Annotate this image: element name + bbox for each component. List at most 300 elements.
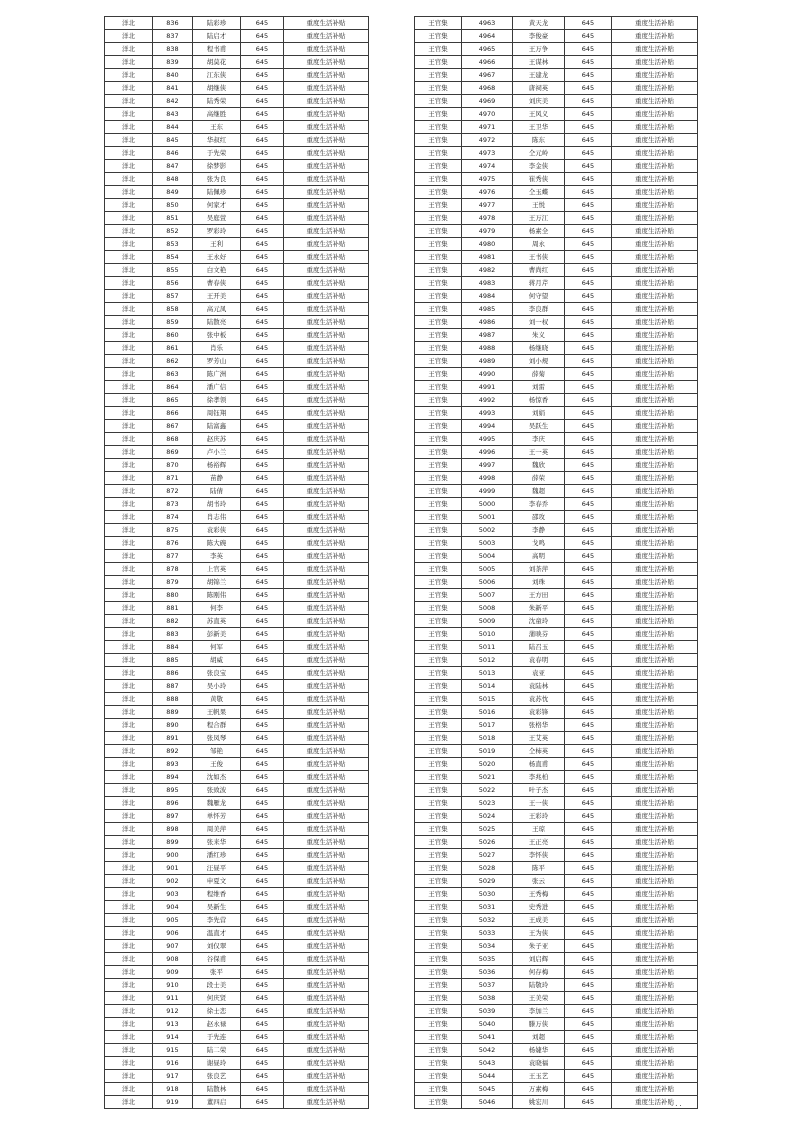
cell-no: 919 — [153, 1096, 193, 1109]
cell-name: 白文艳 — [193, 264, 241, 277]
cell-place: 洋北 — [105, 966, 153, 979]
cell-no: 5009 — [462, 615, 513, 628]
table-row — [415, 914, 698, 927]
cell-amount: 645 — [241, 511, 284, 524]
cell-name: 杨裕辉 — [193, 459, 241, 472]
cell-no: 856 — [153, 277, 193, 290]
cell-item: 重度生活补贴 — [612, 134, 698, 147]
cell-item: 重度生活补贴 — [284, 810, 369, 823]
table-row — [105, 927, 369, 940]
cell-place: 王官集 — [415, 264, 462, 277]
cell-name: 张云 — [513, 875, 565, 888]
cell-item: 重度生活补贴 — [284, 264, 369, 277]
cell-item: 重度生活补贴 — [612, 1083, 698, 1096]
cell-place: 洋北 — [105, 784, 153, 797]
cell-item: 重度生活补贴 — [284, 225, 369, 238]
table-row — [415, 654, 698, 667]
cell-amount: 645 — [565, 303, 612, 316]
cell-amount: 645 — [241, 82, 284, 95]
cell-item: 重度生活补贴 — [284, 147, 369, 160]
cell-amount: 645 — [241, 784, 284, 797]
cell-no: 5003 — [462, 537, 513, 550]
cell-name: 黄敬 — [193, 693, 241, 706]
table-row — [105, 602, 369, 615]
cell-place: 王官集 — [415, 472, 462, 485]
table-row — [415, 238, 698, 251]
cell-name: 华叔红 — [193, 134, 241, 147]
cell-amount: 645 — [565, 979, 612, 992]
cell-place: 王官集 — [415, 914, 462, 927]
table-row — [415, 459, 698, 472]
cell-amount: 645 — [241, 251, 284, 264]
cell-place: 洋北 — [105, 1096, 153, 1109]
cell-amount: 645 — [565, 225, 612, 238]
cell-amount: 645 — [565, 355, 612, 368]
cell-place: 王官集 — [415, 277, 462, 290]
cell-no: 5034 — [462, 940, 513, 953]
cell-name: 胡书玲 — [193, 498, 241, 511]
cell-place: 洋北 — [105, 836, 153, 849]
cell-place: 洋北 — [105, 368, 153, 381]
cell-amount: 645 — [565, 693, 612, 706]
cell-item: 重度生活补贴 — [612, 979, 698, 992]
cell-no: 5017 — [462, 719, 513, 732]
cell-amount: 645 — [565, 797, 612, 810]
cell-name: 袁彩锋 — [513, 706, 565, 719]
cell-no: 4971 — [462, 121, 513, 134]
cell-item: 重度生活补贴 — [612, 1018, 698, 1031]
cell-item: 重度生活补贴 — [612, 472, 698, 485]
cell-no: 881 — [153, 602, 193, 615]
cell-item: 重度生活补贴 — [284, 56, 369, 69]
cell-no: 836 — [153, 17, 193, 30]
cell-amount: 645 — [565, 251, 612, 264]
cell-no: 892 — [153, 745, 193, 758]
cell-name: 刘仅翠 — [193, 940, 241, 953]
cell-no: 852 — [153, 225, 193, 238]
cell-name: 陆佩珍 — [193, 186, 241, 199]
cell-item: 重度生活补贴 — [284, 602, 369, 615]
cell-no: 875 — [153, 524, 193, 537]
cell-item: 重度生活补贴 — [612, 940, 698, 953]
cell-no: 877 — [153, 550, 193, 563]
cell-amount: 645 — [565, 69, 612, 82]
table-row — [105, 836, 369, 849]
cell-item: 重度生活补贴 — [612, 524, 698, 537]
cell-place: 洋北 — [105, 940, 153, 953]
cell-place: 王官集 — [415, 342, 462, 355]
table-row — [105, 940, 369, 953]
cell-name: 姚宏川 — [513, 1096, 565, 1109]
cell-item: 重度生活补贴 — [612, 30, 698, 43]
cell-amount: 645 — [565, 966, 612, 979]
cell-name: 黄天龙 — [513, 17, 565, 30]
table-row — [105, 953, 369, 966]
cell-name: 蒲映芬 — [513, 628, 565, 641]
cell-place: 洋北 — [105, 576, 153, 589]
table-row — [415, 602, 698, 615]
table-row — [105, 82, 369, 95]
cell-name: 蒋月芹 — [513, 277, 565, 290]
cell-amount: 645 — [565, 316, 612, 329]
cell-item: 重度生活补贴 — [612, 355, 698, 368]
table-row — [105, 407, 369, 420]
cell-name: 魏雁龙 — [193, 797, 241, 810]
cell-name: 陆富鑫 — [193, 420, 241, 433]
cell-place: 洋北 — [105, 30, 153, 43]
cell-no: 4993 — [462, 407, 513, 420]
cell-place: 洋北 — [105, 667, 153, 680]
cell-no: 873 — [153, 498, 193, 511]
cell-place: 王官集 — [415, 693, 462, 706]
table-row — [415, 134, 698, 147]
cell-name: 袁春明 — [513, 654, 565, 667]
cell-amount: 645 — [241, 238, 284, 251]
cell-no: 5037 — [462, 979, 513, 992]
cell-no: 5028 — [462, 862, 513, 875]
table-row — [105, 277, 369, 290]
cell-item: 重度生活补贴 — [284, 17, 369, 30]
cell-item: 重度生活补贴 — [284, 901, 369, 914]
cell-name: 彭新美 — [193, 628, 241, 641]
cell-item: 重度生活补贴 — [284, 1018, 369, 1031]
cell-place: 洋北 — [105, 121, 153, 134]
cell-place: 洋北 — [105, 1083, 153, 1096]
cell-name: 王谋林 — [513, 56, 565, 69]
cell-amount: 645 — [241, 849, 284, 862]
cell-item: 重度生活补贴 — [612, 56, 698, 69]
cell-item: 重度生活补贴 — [612, 537, 698, 550]
cell-place: 王官集 — [415, 1005, 462, 1018]
cell-amount: 645 — [565, 290, 612, 303]
cell-place: 洋北 — [105, 732, 153, 745]
cell-name: 杨素全 — [513, 225, 565, 238]
cell-place: 王官集 — [415, 43, 462, 56]
cell-amount: 645 — [241, 888, 284, 901]
table-row — [415, 693, 698, 706]
cell-amount: 645 — [565, 108, 612, 121]
cell-place: 洋北 — [105, 992, 153, 1005]
cell-name: 王美荣 — [513, 992, 565, 1005]
cell-no: 839 — [153, 56, 193, 69]
table-row — [415, 875, 698, 888]
cell-amount: 645 — [241, 108, 284, 121]
cell-name: 张平 — [193, 966, 241, 979]
cell-amount: 645 — [241, 797, 284, 810]
cell-no: 861 — [153, 342, 193, 355]
cell-item: 重度生活补贴 — [612, 849, 698, 862]
cell-place: 王官集 — [415, 212, 462, 225]
cell-place: 王官集 — [415, 849, 462, 862]
table-row — [415, 17, 698, 30]
cell-no: 5036 — [462, 966, 513, 979]
cell-item: 重度生活补贴 — [284, 524, 369, 537]
cell-item: 重度生活补贴 — [284, 277, 369, 290]
cell-name: 吴小玲 — [193, 680, 241, 693]
cell-place: 洋北 — [105, 472, 153, 485]
cell-amount: 645 — [241, 940, 284, 953]
cell-item: 重度生活补贴 — [284, 1005, 369, 1018]
table-row — [105, 615, 369, 628]
table-row — [415, 56, 698, 69]
cell-place: 王官集 — [415, 1031, 462, 1044]
table-row — [105, 511, 369, 524]
cell-amount: 645 — [241, 498, 284, 511]
cell-name: 苏直英 — [193, 615, 241, 628]
cell-place: 王官集 — [415, 771, 462, 784]
table-row — [415, 771, 698, 784]
cell-place: 王官集 — [415, 836, 462, 849]
cell-amount: 645 — [565, 914, 612, 927]
cell-no: 4979 — [462, 225, 513, 238]
cell-name: 何庆贤 — [193, 992, 241, 1005]
table-row — [415, 1005, 698, 1018]
cell-place: 洋北 — [105, 316, 153, 329]
cell-amount: 645 — [565, 264, 612, 277]
cell-place: 王官集 — [415, 238, 462, 251]
cell-name: 陈大碗 — [193, 537, 241, 550]
cell-no: 5000 — [462, 498, 513, 511]
cell-no: 868 — [153, 433, 193, 446]
cell-name: 李庆 — [513, 433, 565, 446]
cell-place: 王官集 — [415, 381, 462, 394]
cell-name: 刘珠 — [513, 576, 565, 589]
cell-no: 874 — [153, 511, 193, 524]
cell-amount: 645 — [241, 1044, 284, 1057]
cell-name: 王东 — [193, 121, 241, 134]
table-row — [105, 992, 369, 1005]
cell-no: 866 — [153, 407, 193, 420]
cell-place: 王官集 — [415, 823, 462, 836]
cell-amount: 645 — [241, 329, 284, 342]
cell-amount: 645 — [241, 628, 284, 641]
cell-name: 董四启 — [193, 1096, 241, 1109]
table-row — [105, 147, 369, 160]
cell-no: 854 — [153, 251, 193, 264]
cell-name: 胡继侠 — [193, 82, 241, 95]
cell-item: 重度生活补贴 — [284, 485, 369, 498]
cell-amount: 645 — [241, 875, 284, 888]
cell-item: 重度生活补贴 — [612, 797, 698, 810]
cell-name: 魏欣 — [513, 459, 565, 472]
cell-name: 汪昼平 — [193, 862, 241, 875]
cell-no: 917 — [153, 1070, 193, 1083]
table-row — [415, 342, 698, 355]
table-row — [105, 797, 369, 810]
cell-place: 洋北 — [105, 134, 153, 147]
cell-amount: 645 — [565, 147, 612, 160]
cell-item: 重度生活补贴 — [612, 1005, 698, 1018]
cell-no: 5004 — [462, 550, 513, 563]
cell-item: 重度生活补贴 — [612, 342, 698, 355]
cell-item: 重度生活补贴 — [284, 927, 369, 940]
cell-name: 王帆果 — [193, 706, 241, 719]
cell-name: 徐孝领 — [193, 394, 241, 407]
cell-name: 王利 — [193, 238, 241, 251]
table-row — [105, 199, 369, 212]
cell-amount: 645 — [565, 498, 612, 511]
cell-place: 洋北 — [105, 381, 153, 394]
cell-no: 862 — [153, 355, 193, 368]
cell-name: 曹春侠 — [193, 277, 241, 290]
cell-amount: 645 — [565, 875, 612, 888]
cell-place: 王官集 — [415, 966, 462, 979]
cell-place: 王官集 — [415, 17, 462, 30]
table-row — [105, 420, 369, 433]
cell-no: 4983 — [462, 277, 513, 290]
cell-name: 袁苏忱 — [513, 693, 565, 706]
cell-item: 重度生活补贴 — [612, 628, 698, 641]
cell-item: 重度生活补贴 — [612, 277, 698, 290]
table-row — [105, 472, 369, 485]
cell-no: 5033 — [462, 927, 513, 940]
table-row — [415, 147, 698, 160]
cell-amount: 645 — [565, 1018, 612, 1031]
cell-place: 洋北 — [105, 1070, 153, 1083]
table-row — [415, 836, 698, 849]
cell-name: 张良艺 — [193, 1070, 241, 1083]
cell-no: 864 — [153, 381, 193, 394]
cell-place: 洋北 — [105, 953, 153, 966]
cell-place: 洋北 — [105, 537, 153, 550]
cell-name: 陆启才 — [193, 30, 241, 43]
cell-no: 4997 — [462, 459, 513, 472]
cell-amount: 645 — [565, 446, 612, 459]
cell-name: 何守望 — [513, 290, 565, 303]
cell-item: 重度生活补贴 — [284, 1057, 369, 1070]
cell-place: 洋北 — [105, 823, 153, 836]
cell-amount: 645 — [241, 459, 284, 472]
cell-no: 5032 — [462, 914, 513, 927]
cell-item: 重度生活补贴 — [284, 160, 369, 173]
cell-no: 878 — [153, 563, 193, 576]
table-row — [105, 69, 369, 82]
cell-item: 重度生活补贴 — [284, 992, 369, 1005]
cell-amount: 645 — [241, 914, 284, 927]
cell-place: 王官集 — [415, 121, 462, 134]
cell-name: 程合群 — [193, 719, 241, 732]
cell-item: 重度生活补贴 — [612, 225, 698, 238]
cell-place: 王官集 — [415, 784, 462, 797]
cell-no: 851 — [153, 212, 193, 225]
table-row — [415, 160, 698, 173]
cell-amount: 645 — [241, 706, 284, 719]
cell-amount: 645 — [565, 43, 612, 56]
cell-item: 重度生活补贴 — [612, 433, 698, 446]
cell-place: 洋北 — [105, 199, 153, 212]
cell-item: 重度生活补贴 — [284, 121, 369, 134]
cell-item: 重度生活补贴 — [284, 628, 369, 641]
cell-amount: 645 — [565, 238, 612, 251]
cell-item: 重度生活补贴 — [284, 862, 369, 875]
cell-amount: 645 — [241, 30, 284, 43]
cell-no: 5023 — [462, 797, 513, 810]
cell-no: 916 — [153, 1057, 193, 1070]
cell-name: 谷保甫 — [193, 953, 241, 966]
cell-name: 李静 — [513, 524, 565, 537]
cell-item: 重度生活补贴 — [284, 43, 369, 56]
table-row — [415, 680, 698, 693]
cell-no: 901 — [153, 862, 193, 875]
table-row — [415, 355, 698, 368]
table-row — [415, 979, 698, 992]
cell-place: 王官集 — [415, 719, 462, 732]
cell-item: 重度生活补贴 — [284, 953, 369, 966]
table-row — [415, 849, 698, 862]
cell-amount: 645 — [565, 810, 612, 823]
cell-no: 853 — [153, 238, 193, 251]
cell-no: 845 — [153, 134, 193, 147]
cell-item: 重度生活补贴 — [284, 888, 369, 901]
table-row — [415, 30, 698, 43]
table-row — [415, 628, 698, 641]
cell-place: 洋北 — [105, 498, 153, 511]
cell-name: 于先连 — [193, 1031, 241, 1044]
cell-item: 重度生活补贴 — [612, 186, 698, 199]
cell-no: 911 — [153, 992, 193, 1005]
cell-place: 王官集 — [415, 1070, 462, 1083]
cell-place: 王官集 — [415, 485, 462, 498]
table-row — [415, 329, 698, 342]
cell-item: 重度生活补贴 — [612, 329, 698, 342]
cell-name: 陆散亮 — [193, 316, 241, 329]
cell-name: 高明 — [513, 550, 565, 563]
table-row — [415, 82, 698, 95]
cell-amount: 645 — [241, 1005, 284, 1018]
cell-no: 5046 — [462, 1096, 513, 1109]
cell-name: 李金侠 — [513, 160, 565, 173]
cell-no: 842 — [153, 95, 193, 108]
cell-item: 重度生活补贴 — [284, 329, 369, 342]
cell-item: 重度生活补贴 — [284, 732, 369, 745]
cell-place: 王官集 — [415, 745, 462, 758]
cell-place: 洋北 — [105, 43, 153, 56]
cell-place: 洋北 — [105, 95, 153, 108]
cell-amount: 645 — [241, 1083, 284, 1096]
cell-amount: 645 — [565, 511, 612, 524]
cell-place: 洋北 — [105, 420, 153, 433]
cell-item: 重度生活补贴 — [284, 615, 369, 628]
cell-item: 重度生活补贴 — [612, 615, 698, 628]
right-roster-table — [414, 16, 698, 1109]
cell-name: 陈广洲 — [193, 368, 241, 381]
cell-amount: 645 — [241, 719, 284, 732]
cell-item: 重度生活补贴 — [284, 563, 369, 576]
cell-no: 5031 — [462, 901, 513, 914]
cell-no: 4978 — [462, 212, 513, 225]
cell-no: 903 — [153, 888, 193, 901]
cell-item: 重度生活补贴 — [284, 654, 369, 667]
cell-amount: 645 — [241, 342, 284, 355]
cell-no: 4999 — [462, 485, 513, 498]
cell-no: 879 — [153, 576, 193, 589]
cell-item: 重度生活补贴 — [612, 654, 698, 667]
cell-no: 906 — [153, 927, 193, 940]
cell-no: 5038 — [462, 992, 513, 1005]
cell-item: 重度生活补贴 — [612, 82, 698, 95]
cell-place: 王官集 — [415, 1083, 462, 1096]
table-row — [415, 290, 698, 303]
cell-item: 重度生活补贴 — [284, 1044, 369, 1057]
cell-no: 4984 — [462, 290, 513, 303]
cell-place: 洋北 — [105, 680, 153, 693]
cell-amount: 645 — [241, 979, 284, 992]
right-roster-body — [415, 17, 698, 1109]
cell-name: 陆敬玲 — [513, 979, 565, 992]
cell-item: 重度生活补贴 — [284, 212, 369, 225]
cell-no: 4976 — [462, 186, 513, 199]
cell-place: 王官集 — [415, 537, 462, 550]
